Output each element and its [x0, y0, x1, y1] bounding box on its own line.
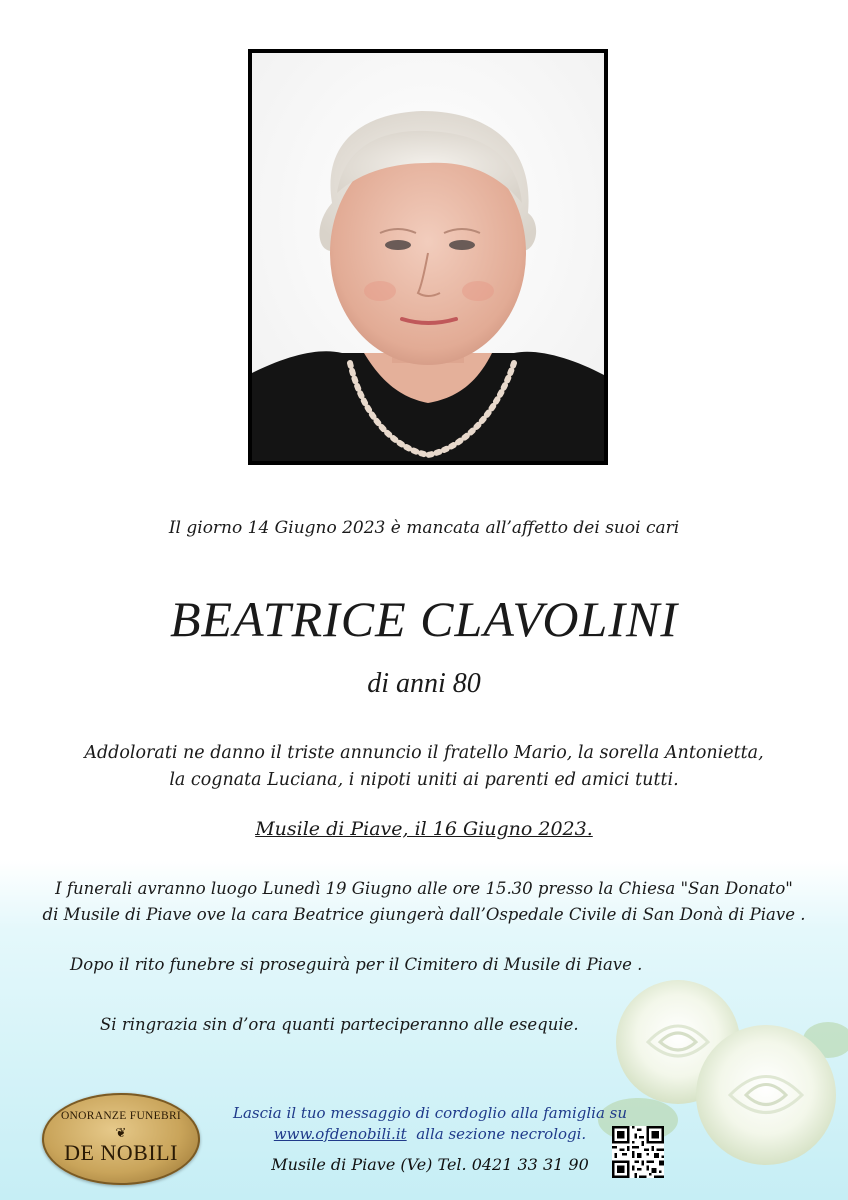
contact-phone: Musile di Piave (Ve) Tel. 0421 33 31 90 — [271, 1155, 589, 1174]
funeral-line: di Musile di Piave ove la cara Beatrice giungerà dall’Ospedale Civile di San Donà di Piave . — [42, 905, 806, 924]
announcement-line: la cognata Luciana, i nipoti uniti ai parenti ed amici tutti. — [169, 770, 679, 790]
announcement-line: Addolorati ne danno il triste annuncio il fratello Mario, la sorella Antonietta, — [84, 743, 764, 763]
logo-ornament-icon: ❦ — [115, 1126, 127, 1141]
deceased-age: di anni 80 — [367, 668, 481, 699]
funeral-line: I funerali avranno luogo Lunedì 19 Giugno alle ore 15.30 presso la Chiesa "San Donato" — [55, 879, 793, 898]
mourners-announcement — [0, 740, 848, 794]
logo-name: DE NOBILI — [64, 1140, 178, 1165]
funeral-details — [0, 876, 848, 928]
place-and-date: Musile di Piave, il 16 Giugno 2023. — [255, 818, 593, 840]
condolence-invite: Lascia il tuo messaggio di cordoglio alla famiglia su — [232, 1104, 628, 1122]
deceased-name: BEATRICE CLAVOLINI — [170, 591, 678, 647]
qr-code-icon[interactable] — [612, 1126, 664, 1178]
burial-info: Dopo il rito funebre si proseguirà per il Cimitero di Musile di Piave . — [70, 955, 643, 974]
deceased-photo — [248, 49, 608, 465]
logo-subtitle: ONORANZE FUNEBRI — [60, 1110, 182, 1122]
thanks-message: Si ringrazia sin d’ora quanti parteciperanno alle esequie. — [100, 1015, 579, 1034]
funeral-home-logo — [42, 1093, 200, 1185]
website-link[interactable]: www.ofdenobili.it — [273, 1125, 407, 1143]
website-link-suffix: alla sezione necrologi. — [416, 1125, 587, 1143]
condolence-link-line — [205, 1125, 655, 1143]
portrait-image — [252, 53, 604, 461]
death-announcement-intro: Il giorno 14 Giugno 2023 è mancata all’affetto dei suoi cari — [168, 518, 680, 538]
